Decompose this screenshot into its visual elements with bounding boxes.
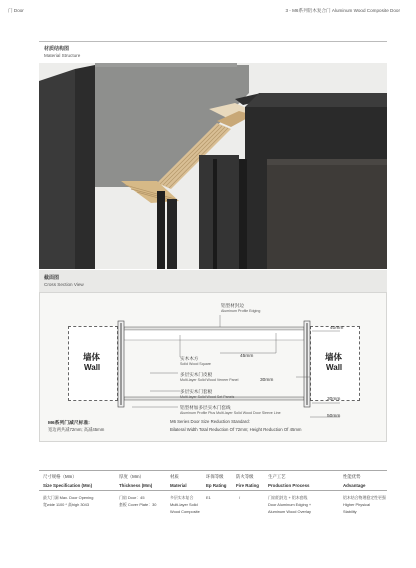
cell-size-line1: 最大门洞 Max. Door Opening bbox=[43, 495, 94, 500]
cell-advantage-line2: Higher Physical bbox=[343, 502, 371, 507]
note-cn-text: 宽边两共减72mm; 高减45mm bbox=[48, 427, 105, 432]
header-material-en: Material bbox=[170, 483, 187, 488]
left-wall-label-cn: 墙体 bbox=[83, 352, 101, 362]
door-frame-render bbox=[39, 63, 387, 269]
note-en-title: M6 Series Door Size Reduction Standard: bbox=[170, 419, 250, 424]
cell-advantage-line1: 铝木结合物理稳定性更强 bbox=[343, 495, 386, 500]
cell-thickness-line2: 套板 Cover Plate：30 bbox=[119, 502, 157, 507]
cross-section-title-cn: 截面图 bbox=[44, 275, 60, 281]
material-structure-title-cn: 材质结构图 bbox=[44, 46, 70, 52]
header-size-en: Size Specification (Mm) bbox=[43, 483, 93, 488]
cross-section-header-panel bbox=[39, 270, 387, 292]
label-veneer-panel-cn: 多层实木门皮板 bbox=[180, 372, 213, 377]
header-thickness-cn: 厚度（Mm） bbox=[119, 474, 144, 479]
label-set-panels-en: Multi-layer Solid Wood Set Panels bbox=[180, 395, 235, 399]
label-solid-wood-en: Solid Wood Square bbox=[180, 362, 211, 366]
dim-30mm-b: 30mm bbox=[327, 397, 341, 402]
cell-process bbox=[268, 494, 311, 515]
cell-material-line3: Wood Composite bbox=[170, 509, 200, 514]
dim-45mm: 45mm bbox=[240, 354, 254, 359]
header-process-cn: 生产工艺 bbox=[268, 474, 286, 479]
header-fire-cn: 防火等级 bbox=[236, 474, 254, 479]
header-ep-cn: 环保等级 bbox=[206, 474, 224, 479]
header-advantage bbox=[343, 474, 365, 488]
cell-ep bbox=[206, 494, 211, 501]
cell-fire-line1: / bbox=[239, 495, 241, 500]
table-top-rule bbox=[39, 470, 387, 471]
cell-size bbox=[43, 494, 93, 508]
cell-advantage-line3: Stability bbox=[343, 509, 357, 514]
header-right: 3 - M6系列铝木复合门 Aluminum Wood Composite Door bbox=[285, 8, 400, 13]
header-process-en: Production Process bbox=[268, 483, 310, 488]
cell-thickness bbox=[119, 494, 156, 508]
label-solid-wood-cn: 实木木方 bbox=[180, 356, 199, 361]
dim-50mm: 50mm bbox=[327, 414, 341, 419]
cell-thickness-line1: 门扇 Door：45 bbox=[119, 495, 145, 500]
cross-section-title-en: Cross Section View bbox=[44, 282, 84, 287]
table-header-rule bbox=[39, 490, 387, 491]
cell-material bbox=[170, 494, 200, 515]
divider bbox=[39, 41, 387, 42]
header-material-cn: 材质 bbox=[170, 474, 179, 479]
note-cn-title: M6系列门减尺标准: bbox=[48, 421, 90, 426]
label-veneer-panel-en: Multi-layer Solid Wood Veneer Panel bbox=[180, 378, 239, 382]
note-en-text: Bilateral Width Total Reduction Of 72mm; Height Reduction Of 45mm bbox=[170, 427, 302, 432]
label-sleeve-line-en: Aluminum Profile Plus Multi-layer Solid Wood Door Sleeve Line bbox=[180, 411, 281, 415]
label-sleeve-line-cn: 铝型材加多层实木门套线 bbox=[180, 405, 231, 410]
right-wall-label-cn: 墙体 bbox=[325, 352, 343, 362]
cell-material-line1: 多层实木复合 bbox=[170, 495, 194, 500]
header-advantage-en: Advantage bbox=[343, 483, 366, 488]
header-ep bbox=[206, 474, 227, 488]
header-process bbox=[268, 474, 309, 488]
left-wall-label-en: Wall bbox=[84, 363, 101, 372]
header-material bbox=[170, 474, 187, 488]
page-header bbox=[0, 8, 416, 28]
material-structure-header bbox=[39, 41, 387, 63]
cell-material-line2: Multi-layer Solid bbox=[170, 502, 198, 507]
header-fire bbox=[236, 474, 259, 488]
cell-fire bbox=[239, 494, 240, 501]
material-structure-image bbox=[39, 63, 387, 269]
dim-40mm: 40mm bbox=[330, 326, 344, 331]
header-thickness-en: Thickness (Mm) bbox=[119, 483, 153, 488]
material-structure-title-en: Material Structure bbox=[44, 53, 81, 58]
cross-section-diagram bbox=[39, 292, 387, 442]
header-left: 门 Door bbox=[8, 8, 24, 13]
cell-process-line3: Aluminum Wood Overlay bbox=[268, 509, 311, 514]
cell-process-line2: Door Aluminum Edging + bbox=[268, 502, 312, 507]
cell-ep-line1: E1 bbox=[206, 495, 211, 500]
right-wall-label-en: Wall bbox=[326, 363, 343, 372]
header-fire-en: Fire Rating bbox=[236, 483, 259, 488]
header-thickness bbox=[119, 474, 152, 488]
header-advantage-cn: 性能优势 bbox=[343, 474, 361, 479]
header-size-cn: 尺寸规格（Mm） bbox=[43, 474, 77, 479]
header-size bbox=[43, 474, 92, 488]
cross-section-header bbox=[39, 270, 387, 292]
header-ep-en: Ep Rating bbox=[206, 483, 227, 488]
dim-30mm-a: 30mm bbox=[260, 378, 274, 383]
label-aluminum-edging-en: Aluminum Profile Edging bbox=[221, 309, 261, 313]
label-set-panels-cn: 多层实木门套板 bbox=[180, 389, 213, 394]
label-aluminum-edging-cn: 铝型材封边 bbox=[221, 303, 244, 308]
cell-size-line2: 宽wide 1100 * 高high 3043 bbox=[43, 502, 89, 507]
cell-process-line1: 门扇铝封边 + 铝木套线 bbox=[268, 495, 308, 500]
cell-advantage bbox=[343, 494, 386, 515]
